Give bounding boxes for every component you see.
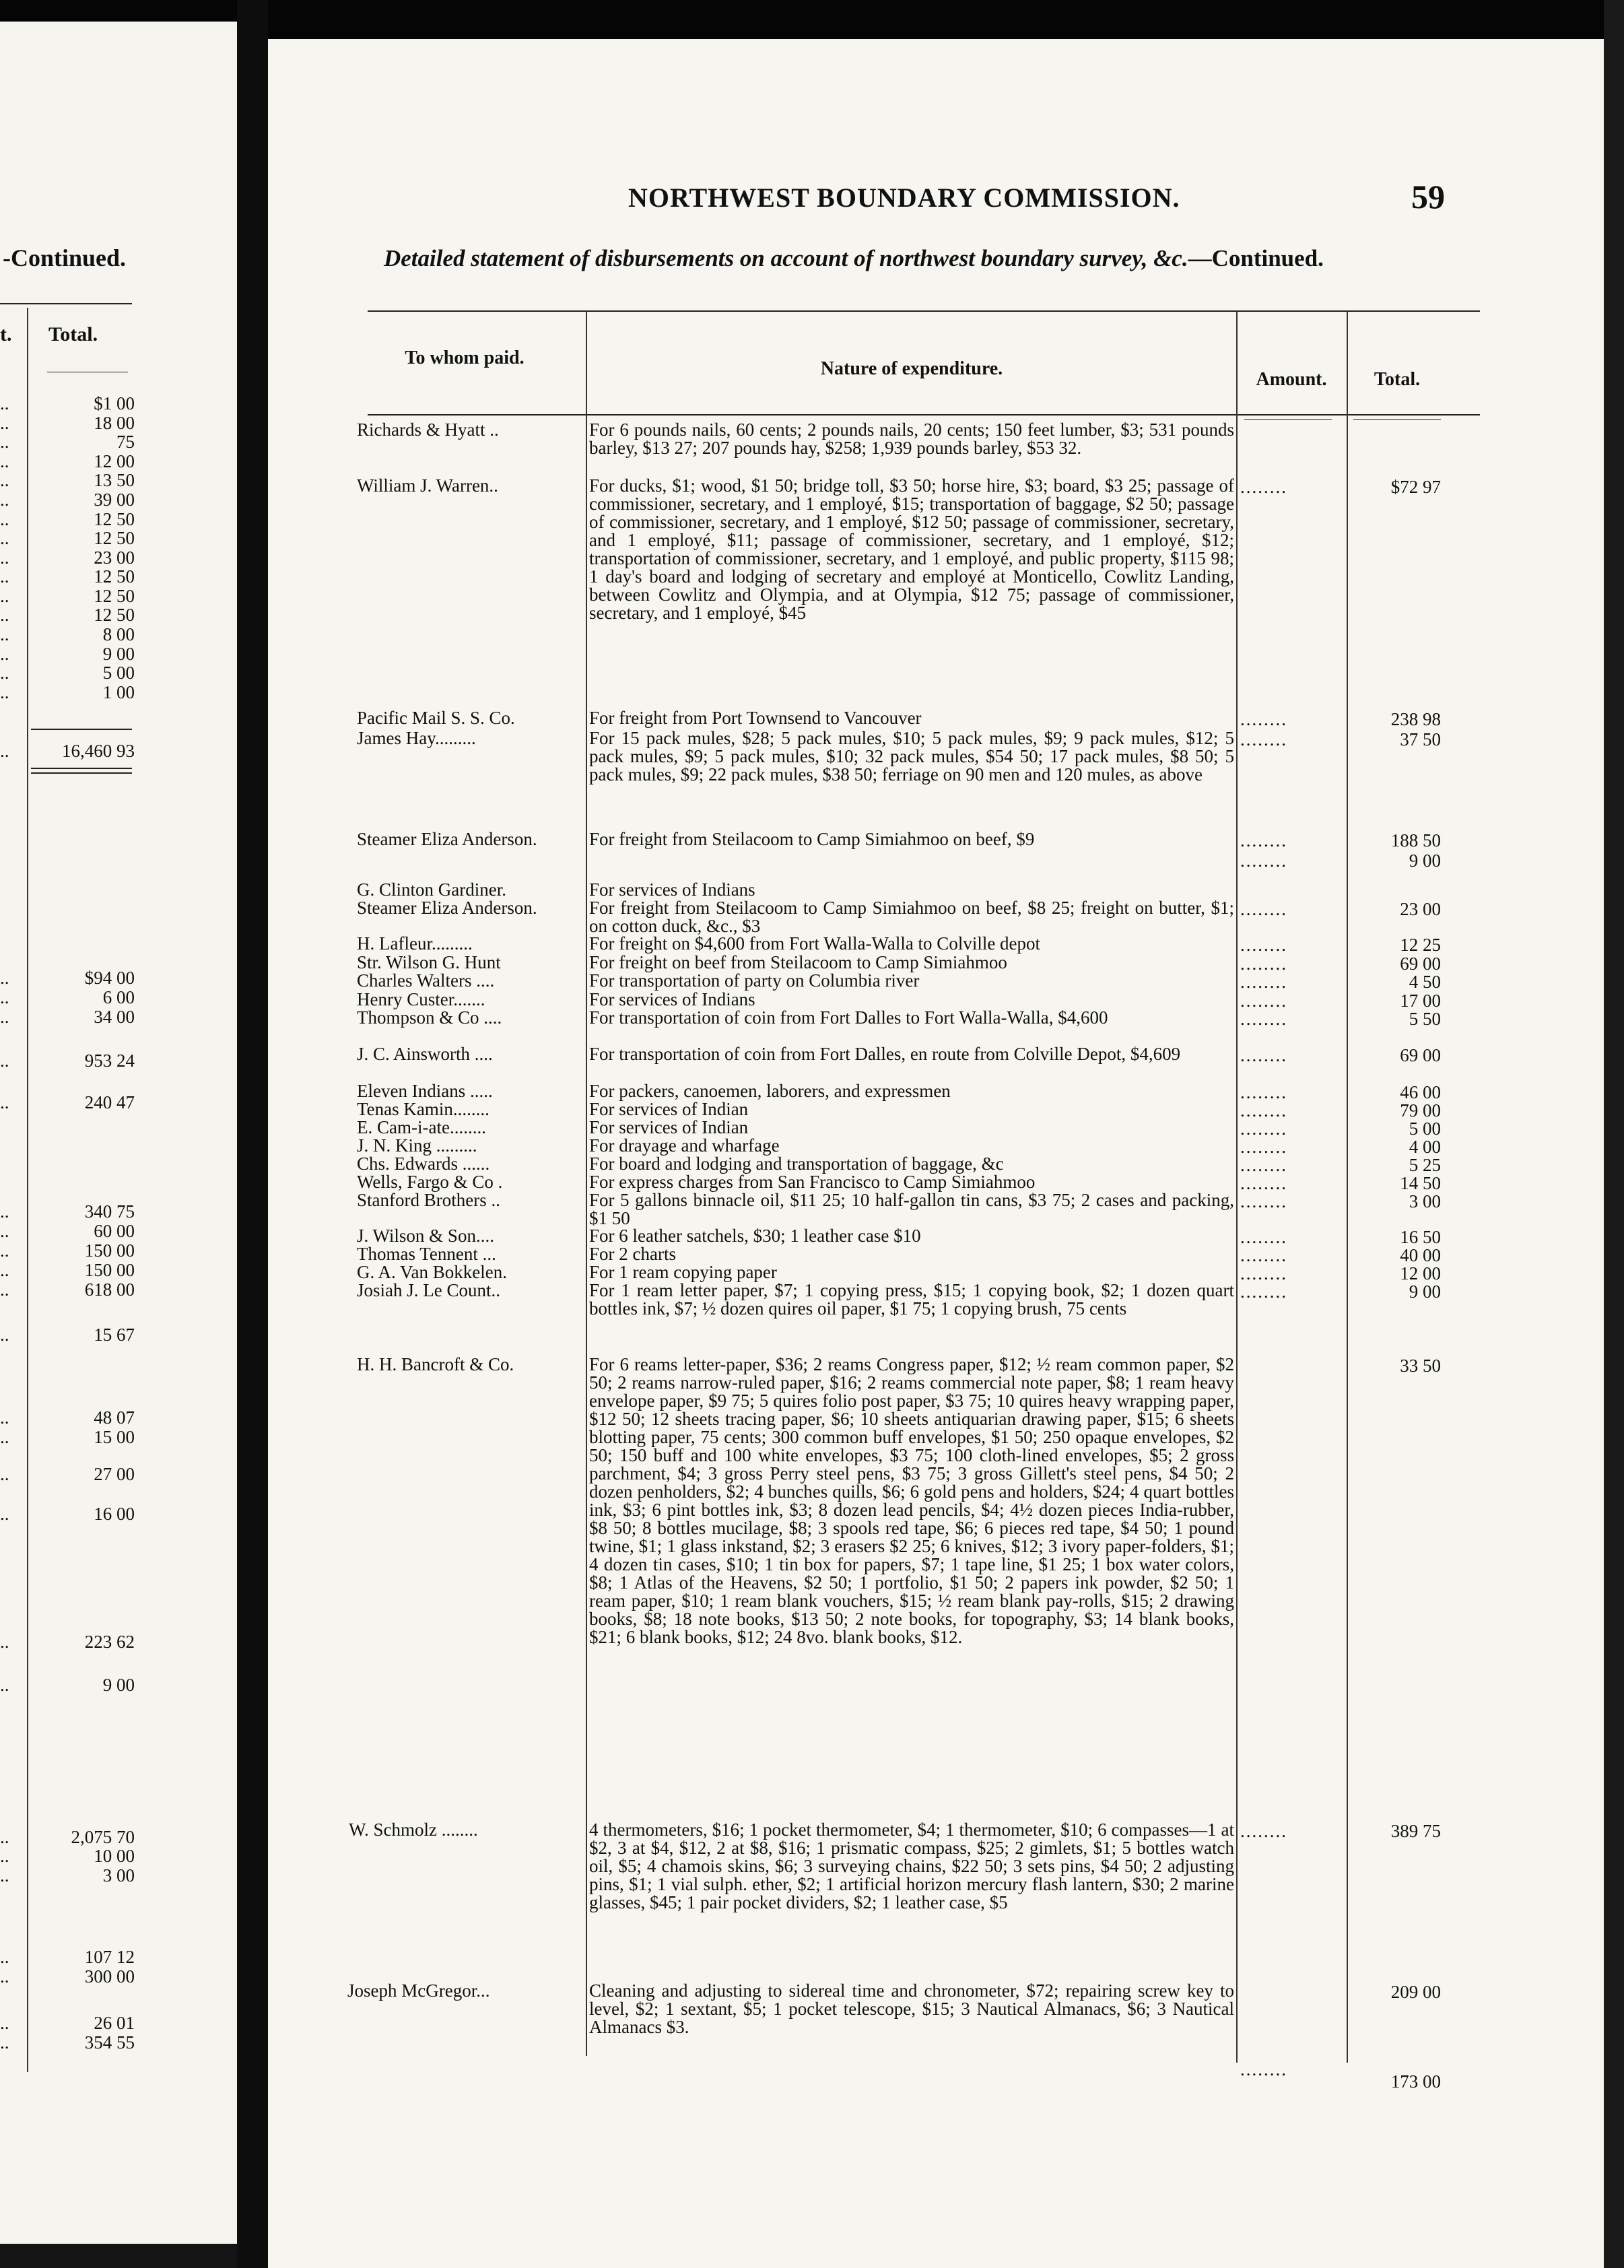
- row-total: 12 00: [1400, 1263, 1441, 1283]
- left-leader-dots: ..: [0, 1632, 9, 1652]
- left-value: 75: [116, 432, 135, 452]
- row-payee: Steamer Eliza Anderson.: [357, 898, 537, 918]
- left-leader-dots: ..: [0, 470, 9, 490]
- row-nature: For drayage and wharfage: [589, 1135, 780, 1156]
- row-payee: Richards & Hyatt ..: [357, 420, 499, 440]
- left-value: 12 50: [94, 509, 135, 529]
- row-nature: For 1 ream copying paper: [589, 1262, 777, 1282]
- row-nature: For freight from Steilacoom to Camp Simiahmoo on beef, $8 25; freight on butter, $1; on cotton duck, &c., $3: [589, 898, 1234, 936]
- row-total: 37 50: [1400, 729, 1441, 749]
- row-payee: E. Cam-i-ate........: [357, 1117, 486, 1137]
- left-leader-dots: ..: [0, 644, 9, 664]
- row-payee: G. Clinton Gardiner.: [357, 879, 506, 900]
- left-header-total: Total.: [48, 323, 98, 345]
- row-total: 5 00: [1409, 1119, 1441, 1139]
- row-total: $72 97: [1390, 477, 1441, 497]
- left-value: 9 00: [102, 644, 135, 664]
- scan-right-border: [1604, 0, 1624, 2268]
- row-payee: W. Schmolz ........: [349, 1820, 478, 1840]
- row-total: 46 00: [1400, 1082, 1441, 1102]
- row-amount-leader: ........: [1240, 830, 1287, 850]
- row-payee: William J. Warren..: [357, 475, 498, 496]
- row-nature: For 2 charts: [589, 1244, 676, 1264]
- row-total: 14 50: [1400, 1173, 1441, 1193]
- col-head-amount: Amount.: [1256, 369, 1327, 390]
- row-nature: For transportation of coin from Fort Dalles, en route from Colville Depot, $4,609: [589, 1044, 1181, 1064]
- left-header-amount-tail: t.: [0, 323, 12, 345]
- row-nature: For 15 pack mules, $28; 5 pack mules, $10; 5 pack mules, $9; 9 pack mules, $12; 5 pack mules, $9; 5 pack mules, $10; 32 pack mules, $54 50; 17 pack mules, $8 50; 5 pack mules, $9; 22 pack mules, $38 50; ferriage on 90 men and 120 mules, as above: [589, 728, 1234, 785]
- row-payee: James Hay.........: [357, 728, 476, 748]
- row-nature: For services of Indian: [589, 1099, 749, 1119]
- row-amount-leader: ........: [1240, 972, 1287, 992]
- left-value: 60 00: [94, 1221, 135, 1241]
- page-subtitle: [384, 245, 1324, 272]
- row-amount-leader: ........: [1240, 1045, 1287, 1065]
- row-nature: For 6 leather satchels, $30; 1 leather case $10: [589, 1226, 921, 1246]
- row-amount-leader: ........: [1240, 850, 1287, 871]
- row-nature: For services of Indians: [589, 879, 755, 900]
- row-amount-leader: ........: [1240, 477, 1287, 497]
- left-leader-dots: ..: [0, 1240, 9, 1261]
- left-leader-dots: ..: [0, 605, 9, 625]
- row-amount-leader: ........: [1240, 935, 1287, 955]
- left-leader-dots: ..: [0, 1504, 9, 1524]
- row-payee: J. C. Ainsworth ....: [357, 1044, 493, 1064]
- row-total: 209 00: [1390, 1982, 1441, 2002]
- page-title: NORTHWEST BOUNDARY COMMISSION.: [628, 182, 1180, 213]
- row-amount-leader: ........: [1240, 2059, 1287, 2079]
- row-payee: G. A. Van Bokkelen.: [357, 1262, 507, 1282]
- left-value: 12 50: [94, 586, 135, 606]
- row-amount-leader: ........: [1240, 1281, 1287, 1302]
- row-total: 5 25: [1409, 1155, 1441, 1175]
- row-payee: H. Lafleur.........: [357, 933, 473, 954]
- subtitle-suffix: —Continued.: [1188, 245, 1324, 271]
- left-leader-dots: ..: [0, 1827, 9, 1847]
- row-total: 4 00: [1409, 1137, 1441, 1157]
- left-value: 15 00: [94, 1427, 135, 1447]
- left-leader-dots: ..: [0, 1966, 9, 1987]
- row-amount-leader: ........: [1240, 1191, 1287, 1211]
- row-amount-leader: ........: [1240, 954, 1287, 974]
- row-total: 188 50: [1390, 830, 1441, 850]
- row-payee: Thompson & Co ....: [357, 1007, 502, 1028]
- left-value: 354 55: [84, 2032, 135, 2053]
- left-value: 27 00: [94, 1464, 135, 1484]
- row-payee: Josiah J. Le Count..: [357, 1280, 500, 1300]
- left-value: 300 00: [84, 1966, 135, 1987]
- row-payee: Henry Custer.......: [357, 989, 485, 1009]
- left-value: 23 00: [94, 547, 135, 568]
- left-value: 15 67: [94, 1325, 135, 1345]
- left-leader-dots: ..: [0, 968, 9, 988]
- row-payee: Thomas Tennent ...: [357, 1244, 496, 1264]
- row-amount-leader: ........: [1240, 1009, 1287, 1029]
- left-leader-dots: ..: [0, 1260, 9, 1280]
- left-leader-dots: ..: [0, 566, 9, 587]
- left-value: $94 00: [84, 968, 135, 988]
- left-value: 2,075 70: [71, 1827, 135, 1847]
- row-amount-leader: ........: [1240, 1100, 1287, 1121]
- left-leader-dots: ..: [0, 2013, 9, 2033]
- left-value: 12 50: [94, 605, 135, 625]
- left-value: 6 00: [102, 987, 135, 1007]
- left-value: 5 00: [102, 663, 135, 683]
- row-amount-leader: ........: [1240, 1119, 1287, 1139]
- row-amount-leader: ........: [1240, 991, 1287, 1011]
- row-payee: J. N. King .........: [357, 1135, 477, 1156]
- row-nature: For freight from Steilacoom to Camp Simiahmoo on beef, $9: [589, 829, 1035, 849]
- left-leader-dots: ..: [0, 432, 9, 452]
- row-total: 389 75: [1390, 1821, 1441, 1841]
- row-nature: For 6 pounds nails, 60 cents; 2 pounds nails, 20 cents; 150 feet lumber, $3; 531 pounds barley, $13 27; 207 pounds hay, $258; 1,939 pounds barley, $53 32.: [589, 420, 1234, 458]
- left-value: 8 00: [102, 624, 135, 644]
- row-amount-leader: ........: [1240, 1082, 1287, 1102]
- row-nature: For express charges from San Francisco to Camp Simiahmoo: [589, 1172, 1036, 1192]
- amount-underline: [1244, 419, 1332, 420]
- left-value: 107 12: [84, 1947, 135, 1967]
- left-value: 240 47: [84, 1092, 135, 1112]
- left-leader-dots: ..: [0, 1092, 9, 1112]
- row-amount-leader: ........: [1240, 1263, 1287, 1283]
- row-total: 9 00: [1409, 850, 1441, 871]
- left-value: 953 24: [84, 1050, 135, 1071]
- row-nature: For 5 gallons binnacle oil, $11 25; 10 half-gallon tin cans, $3 75; 2 cases and packing, $1 50: [589, 1190, 1234, 1228]
- row-total: 238 98: [1390, 709, 1441, 729]
- row-payee: Stanford Brothers ..: [357, 1190, 500, 1210]
- row-amount-leader: ........: [1240, 1821, 1287, 1841]
- left-value: 340 75: [84, 1201, 135, 1222]
- row-total: 9 00: [1409, 1281, 1441, 1302]
- row-total: 69 00: [1400, 954, 1441, 974]
- left-value: 618 00: [84, 1279, 135, 1300]
- main-page: [268, 39, 1604, 2268]
- left-value: 150 00: [84, 1240, 135, 1261]
- left-value: 39 00: [94, 490, 135, 510]
- left-header-rule: [0, 303, 132, 304]
- row-amount-leader: ........: [1240, 1173, 1287, 1193]
- col-head-total: Total.: [1374, 369, 1421, 390]
- row-nature: For services of Indians: [589, 989, 755, 1009]
- left-rule-before-sum: [31, 729, 132, 730]
- left-value: 12 50: [94, 566, 135, 587]
- row-nature: 4 thermometers, $16; 1 pocket thermometer, $4; 1 thermometer, $10; 6 compasses—1 at $2, 3 at $4, $12, 2 at $8, $16; 1 prismatic compass, $25; 2 gimlets, $1; 5 bottles watch oil, $5; 4 chamois skins, $6; 3 surveying chains, $22 50; 3 sets pins, $4 50; 2 adjusting pins, $1; 1 vial sulph. ether, $2; 1 artificial horizon mercury flash lantern, $30; 2 marine glasses, $45; 1 pair pocket dividers, $2; 1 leather case, $5: [589, 1820, 1234, 1912]
- left-value: 10 00: [94, 1846, 135, 1866]
- row-nature: For transportation of coin from Fort Dalles to Fort Walla-Walla, $4,600: [589, 1007, 1108, 1028]
- col-rule-payee: [586, 312, 587, 2056]
- left-leader-dots: ..: [0, 1279, 9, 1300]
- left-value: 16 00: [94, 1504, 135, 1524]
- left-leader-dots: ..: [0, 741, 9, 761]
- left-double-rule-b: [31, 772, 132, 774]
- row-total: 17 00: [1400, 991, 1441, 1011]
- book-gutter: [237, 0, 268, 2268]
- left-value: 1 00: [102, 682, 135, 702]
- left-value: 9 00: [102, 1675, 135, 1695]
- left-value: 26 01: [94, 2013, 135, 2033]
- row-payee: Steamer Eliza Anderson.: [357, 829, 537, 849]
- left-leader-dots: ..: [0, 1201, 9, 1222]
- row-payee: Charles Walters ....: [357, 970, 495, 991]
- left-value: 12 50: [94, 528, 135, 548]
- row-total: 4 50: [1409, 972, 1441, 992]
- col-rule-nature: [1236, 312, 1238, 2063]
- row-payee: Wells, Fargo & Co .: [357, 1172, 503, 1192]
- left-leader-dots: ..: [0, 1865, 9, 1886]
- row-payee: Eleven Indians .....: [357, 1081, 493, 1101]
- left-leader-dots: ..: [0, 1675, 9, 1695]
- row-payee: Pacific Mail S. S. Co.: [357, 708, 515, 728]
- row-nature: For services of Indian: [589, 1117, 749, 1137]
- left-leader-dots: ..: [0, 509, 9, 529]
- row-nature: For packers, canoemen, laborers, and expressmen: [589, 1081, 951, 1101]
- row-nature: For ducks, $1; wood, $1 50; bridge toll, $3 50; horse hire, $3; board, $3 25; passage of commissioner, secretary, and 1 employé, $15; transportation of baggage, $2 50; passage of commissioner, secretary, and 1 employé, $12 50; passage of commissioner, secretary, and 1 employé, $11; passage of commissioner, secretary, and 1 employé, $12; transportation of commissioner, secretary, and 1 employé, and public property, $115 98; 1 day's board and lodging of secretary and employé at Monticello, Cowlitz Landing, between Cowlitz and Olympia, and at Olympia, $12 75; passage of commissioner, secretary, and 1 employé, $45: [589, 475, 1234, 623]
- left-leader-dots: ..: [0, 1221, 9, 1241]
- left-value: $1 00: [94, 393, 135, 413]
- final-total: 173 00: [1390, 2071, 1441, 2092]
- row-amount-leader: ........: [1240, 709, 1287, 729]
- left-leader-dots: ..: [0, 393, 9, 413]
- left-value: 34 00: [94, 1007, 135, 1027]
- left-continued-label: -Continued.: [3, 244, 127, 271]
- left-leader-dots: ..: [0, 451, 9, 471]
- left-leader-dots: ..: [0, 1050, 9, 1071]
- row-nature: For freight from Port Townsend to Vancouver: [589, 708, 922, 728]
- row-total: 40 00: [1400, 1245, 1441, 1265]
- left-leader-dots: ..: [0, 2032, 9, 2053]
- row-payee: J. Wilson & Son....: [357, 1226, 494, 1246]
- row-amount-leader: ........: [1240, 1227, 1287, 1247]
- left-leader-dots: ..: [0, 1947, 9, 1967]
- left-value: 16,460 93: [62, 741, 135, 761]
- left-value: 48 07: [94, 1407, 135, 1428]
- col-head-nature: Nature of expenditure.: [820, 358, 1003, 379]
- left-leader-dots: ..: [0, 1325, 9, 1345]
- table-header-rule: [368, 414, 1480, 415]
- left-leader-dots: ..: [0, 1427, 9, 1447]
- table-top-rule: [368, 310, 1480, 312]
- total-underline: [1353, 419, 1441, 420]
- page-number: 59: [1411, 178, 1445, 215]
- row-total: 33 50: [1400, 1356, 1441, 1376]
- row-nature: For 6 reams letter-paper, $36; 2 reams Congress paper, $12; ½ ream common paper, $2 50; 2 reams narrow-ruled paper, $16; 2 reams commercial note paper, $8; 1 ream heavy envelope paper, $9 75; 5 quires folio post paper, $3 75; 10 quires heavy wrapping paper, $12 50; 12 sheets tracing paper, $6; 10 sheets antiquarian drawing paper, $15; 6 sheets blotting paper, 75 cents; 300 common buff envelopes, $1 50; 250 opaque envelopes, $2 50; 150 buff and 100 white envelopes, $3 75; 100 cloth-lined envelopes, $5; 2 gross parchment, $4; 3 gross Perry steel pens, $3 75; 3 gross Gillett's steel pens, $4 50; 2 dozen penholders, $2; 4 bunches quills, $6; 6 gold pens and holders, $24; 4 quart bottles ink, $3; 6 pint bottles ink, $3; 8 dozen lead pencils, $4; 4½ dozen pieces India-rubber, $8 50; 8 bottles mucilage, $8; 3 spools red tape, $6; 6 pieces red tape, $4 50; 1 pound twine, $1; 1 glass inkstand, $2; 3 erasers $2 25; 6 knives, $12; 3 ivory paper-folders, $1; 4 dozen tin cases, $10; 1 tin box for papers, $7; 1 tape line, $1 25; 1 box water colors, $8; 1 Atlas of the Heavens, $2 50; 1 portfolio, $1 50; 2 papers ink powder, $2 50; 1 ream paper, $10; 1 ream blank vouchers, $15; ½ ream blank pay-rolls, $15; 2 drawing books, $8; 18 note books, $13 50; 2 note books, for topography, $3; 14 blank books, $21; 6 blank books, $12; 24 8vo. blank books, $12.: [589, 1354, 1234, 1647]
- row-nature: For freight on beef from Steilacoom to Camp Simiahmoo: [589, 952, 1007, 972]
- row-total: 12 25: [1400, 935, 1441, 955]
- row-payee: H. H. Bancroft & Co.: [357, 1354, 514, 1374]
- row-nature: Cleaning and adjusting to sidereal time and chronometer, $72; repairing screw key to level, $2; 1 sextant, $5; 1 pocket telescope, $15; 3 Nautical Almanacs, $6; 3 Nautical Almanacs $3.: [589, 1980, 1234, 2037]
- row-amount-leader: ........: [1240, 899, 1287, 919]
- col-rule-amount: [1347, 312, 1348, 2063]
- left-leader-dots: ..: [0, 1846, 9, 1866]
- row-total: 23 00: [1400, 899, 1441, 919]
- row-total: 69 00: [1400, 1045, 1441, 1065]
- left-value: 13 50: [94, 470, 135, 490]
- row-total: 79 00: [1400, 1100, 1441, 1121]
- row-payee: Tenas Kamin........: [357, 1099, 489, 1119]
- left-page-fragment: [0, 22, 237, 2244]
- row-amount-leader: ........: [1240, 729, 1287, 749]
- left-value: 3 00: [102, 1865, 135, 1886]
- row-nature: For transportation of party on Columbia river: [589, 970, 920, 991]
- left-leader-dots: ..: [0, 624, 9, 644]
- left-leader-dots: ..: [0, 528, 9, 548]
- left-value: 18 00: [94, 413, 135, 433]
- row-payee: Joseph McGregor...: [347, 1980, 490, 2001]
- row-amount-leader: ........: [1240, 1137, 1287, 1157]
- left-leader-dots: ..: [0, 490, 9, 510]
- left-leader-dots: ..: [0, 1407, 9, 1428]
- left-leader-dots: ..: [0, 682, 9, 702]
- row-amount-leader: ........: [1240, 1155, 1287, 1175]
- row-total: 5 50: [1409, 1009, 1441, 1029]
- row-nature: For 1 ream letter paper, $7; 1 copying press, $15; 1 copying book, $2; 1 dozen quart bottles ink, $7; ½ dozen quires oil paper, $1 75; 1 copying brush, 75 cents: [589, 1280, 1234, 1319]
- left-leader-dots: ..: [0, 413, 9, 433]
- row-payee: Chs. Edwards ......: [357, 1154, 490, 1174]
- left-value: 12 00: [94, 451, 135, 471]
- row-nature: For board and lodging and transportation of baggage, &c: [589, 1154, 1004, 1174]
- left-value: 223 62: [84, 1632, 135, 1652]
- subtitle-text: Detailed statement of disbursements on account of northwest boundary survey, &c.: [384, 245, 1188, 271]
- left-leader-dots: ..: [0, 663, 9, 683]
- row-total: 16 50: [1400, 1227, 1441, 1247]
- left-leader-dots: ..: [0, 547, 9, 568]
- row-amount-leader: ........: [1240, 1245, 1287, 1265]
- col-head-payee: To whom paid.: [405, 347, 525, 368]
- row-payee: Str. Wilson G. Hunt: [357, 952, 501, 972]
- row-total: 3 00: [1409, 1191, 1441, 1211]
- left-double-rule-a: [31, 768, 132, 769]
- left-value: 150 00: [84, 1260, 135, 1280]
- left-leader-dots: ..: [0, 1007, 9, 1027]
- row-nature: For freight on $4,600 from Fort Walla-Walla to Colville depot: [589, 933, 1041, 954]
- left-leader-dots: ..: [0, 1464, 9, 1484]
- left-leader-dots: ..: [0, 586, 9, 606]
- left-leader-dots: ..: [0, 987, 9, 1007]
